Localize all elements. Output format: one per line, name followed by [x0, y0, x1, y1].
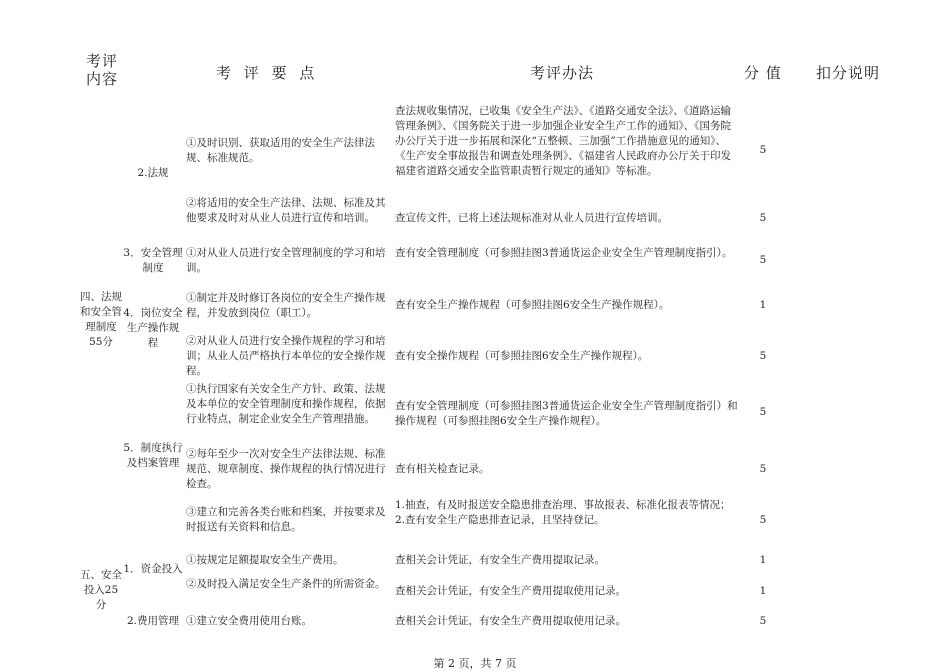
item-safety-system: 3．安全管理制度 — [123, 247, 183, 274]
row-method: 查有安全管理制度（可参照挂图3普通货运企业安全生产管理制度指引）和操作规程（可参照挂图6安全生产操作规程）。 — [395, 400, 738, 427]
header-score: 分 值 — [744, 64, 782, 82]
row-score: 5 — [759, 463, 767, 475]
row-method: 查有相关检查记录。 — [395, 463, 490, 475]
row-method: 查相关会计凭证，有安全生产费用提取记录。 — [395, 554, 605, 566]
row-score: 5 — [759, 144, 767, 156]
row-score: 5 — [759, 254, 767, 266]
row-method: 查相关会计凭证，有安全生产费用提取使用记录。 — [395, 585, 626, 597]
row-point: ①建立安全费用使用台账。 — [186, 615, 312, 627]
row-score: 1 — [759, 299, 767, 311]
row-method: 查有安全管理制度（可参照挂图3普通货运企业安全生产管理制度指引）。 — [395, 247, 733, 259]
header-method: 考评办法 — [530, 64, 595, 82]
row-score: 1 — [759, 585, 767, 597]
row-method: 查法规收集情况，已收集《安全生产法》、《道路交通安全法》、《道路运输管理条例》、《国务院关于进一步加强企业安全生产工作的通知》、《国务院办公厅关于进一步拓展和深化“五整顿、三加强”工作措施意见的通知》、《生产安全事故报告和调查处理条例》、《福建省人民政府办公厅关于印发福建省道路交通安全监管职责暂行规定的通知》等标准。 — [395, 105, 731, 177]
row-method: 1.抽查，有及时报送安全隐患排查治理、事故报表、标准化报表等情况； 2.查有安全生产隐患排查记录，且坚持登记。 — [395, 499, 731, 526]
page-footer: 第 2 页，共 7 页 — [433, 657, 517, 670]
row-point: ①及时识别、获取适用的安全生产法律法规、标准规范。 — [186, 137, 375, 164]
row-point: ①执行国家有关安全生产方针、政策、法规及本单位的安全管理制度和操作规程，依据行业特点，制定企业安全生产管理措施。 — [186, 383, 386, 425]
row-score: 5 — [759, 350, 767, 362]
header-points: 考 评 要 点 — [216, 64, 316, 82]
row-point: ①制定并及时修订各岗位的安全生产操作规程，并发放到岗位（职工）。 — [186, 292, 386, 319]
row-method: 查宣传文件，已将上述法规标准对从业人员进行宣传培训。 — [395, 212, 668, 224]
header-content: 考评内容 — [85, 52, 118, 88]
row-method: 查相关会计凭证，有安全生产费用提取使用记录。 — [395, 615, 626, 627]
row-point: ②将适用的安全生产法律、法规、标准及其他要求及时对从业人员进行宣传和培训。 — [186, 197, 386, 224]
row-point: ③建立和完善各类台账和档案，并按要求及时报送有关资料和信息。 — [186, 506, 386, 533]
row-point: ②每年至少一次对安全生产法律法规、标准规范、规章制度、操作规程的执行情况进行检查。 — [186, 448, 386, 490]
row-point: ②及时投入满足安全生产条件的所需资金。 — [186, 578, 386, 590]
item-post-procedure: 4．岗位安全生产操作规程 — [123, 307, 183, 349]
row-score: 5 — [759, 406, 767, 418]
section-4: 四、法规和安全管理制度55分 — [80, 291, 122, 348]
row-score: 5 — [759, 514, 767, 526]
item-execution-archive: 5．制度执行及档案管理 — [123, 442, 183, 469]
row-method: 查有安全操作规程（可参照挂图6安全生产操作规程）。 — [395, 350, 649, 362]
header-explain: 扣分说明 — [816, 64, 881, 82]
item-law: 2.法规 — [137, 167, 169, 179]
item-fund-input: 1．资金投入 — [123, 563, 183, 575]
row-point: ①对从业人员进行安全管理制度的学习和培训。 — [186, 247, 386, 274]
row-point: ①按规定足额提取安全生产费用。 — [186, 554, 344, 566]
row-score: 5 — [759, 615, 767, 627]
item-cost-management: 2.费用管理 — [126, 615, 180, 627]
row-point: ②对从业人员进行安全操作规程的学习和培训；从业人员严格执行本单位的安全操作规程。 — [186, 335, 386, 377]
section-5: 五、安全投入25分 — [80, 569, 122, 611]
row-score: 1 — [759, 554, 767, 566]
row-method: 查有安全生产操作规程（可参照挂图6安全生产操作规程）。 — [395, 299, 670, 311]
row-score: 5 — [759, 212, 767, 224]
